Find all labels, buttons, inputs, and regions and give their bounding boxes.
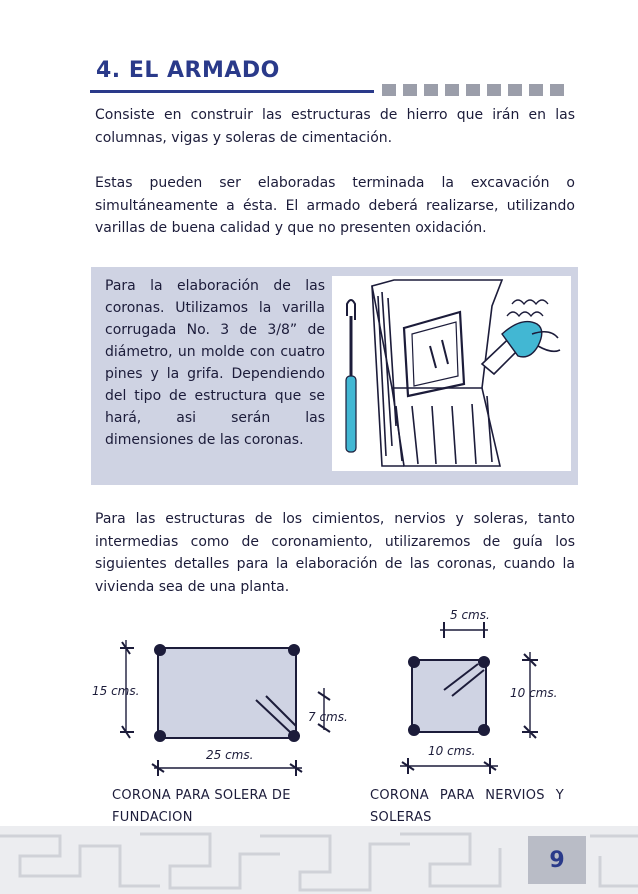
page-number-box: [528, 836, 586, 884]
section-title: 4. EL ARMADO: [96, 58, 280, 83]
corona-diagrams: [90, 608, 565, 776]
info-box-text: Para la elaboración de las coronas. Utilizamos la varilla corrugada No. 3 de 3/8” de diámetro, un molde con cuatro pines y la grifa. Dependiendo del tipo de estructura que se hará, asi serán las dimensiones de las coronas.: [105, 278, 325, 448]
left-diagram-caption: CORONA PARA SOLERA DE FUNDACION: [112, 788, 291, 825]
left-height-label: 15 cms.: [92, 684, 140, 698]
rebar-mold-illustration: [332, 276, 571, 471]
intro-paragraph: Consiste en construir las estructuras de hierro que irán en las columnas, vigas y soleras de cimentación.: [95, 107, 575, 146]
hand-icon: [482, 300, 560, 374]
grifa-tool-icon: [346, 300, 356, 452]
title-decoration: [382, 84, 564, 96]
second-paragraph: Estas pueden ser elaboradas terminada la excavación o simultáneamente a ésta. El armado deberá realizarse, utilizando varillas de buena calidad y que no presenten oxidación.: [95, 175, 575, 236]
mold-block-icon: [372, 280, 502, 466]
right-width-label: 10 cms.: [428, 744, 476, 758]
right-height-label: 10 cms.: [510, 686, 558, 700]
page-number: 9: [549, 847, 565, 873]
title-underline: [90, 90, 374, 93]
left-width-label: 25 cms.: [206, 748, 254, 762]
right-top-label: 5 cms.: [450, 608, 490, 622]
left-hook-label: 7 cms.: [308, 710, 348, 724]
fourth-paragraph: Para las estructuras de los cimientos, nervios y soleras, tanto intermedias como de coronamiento, utilizaremos de guía los siguientes detalles para la elaboración de las coronas, cuando la vivienda sea de una planta.: [95, 511, 575, 595]
right-diagram-caption: CORONA PARA NERVIOS Y SOLERAS: [370, 788, 564, 825]
